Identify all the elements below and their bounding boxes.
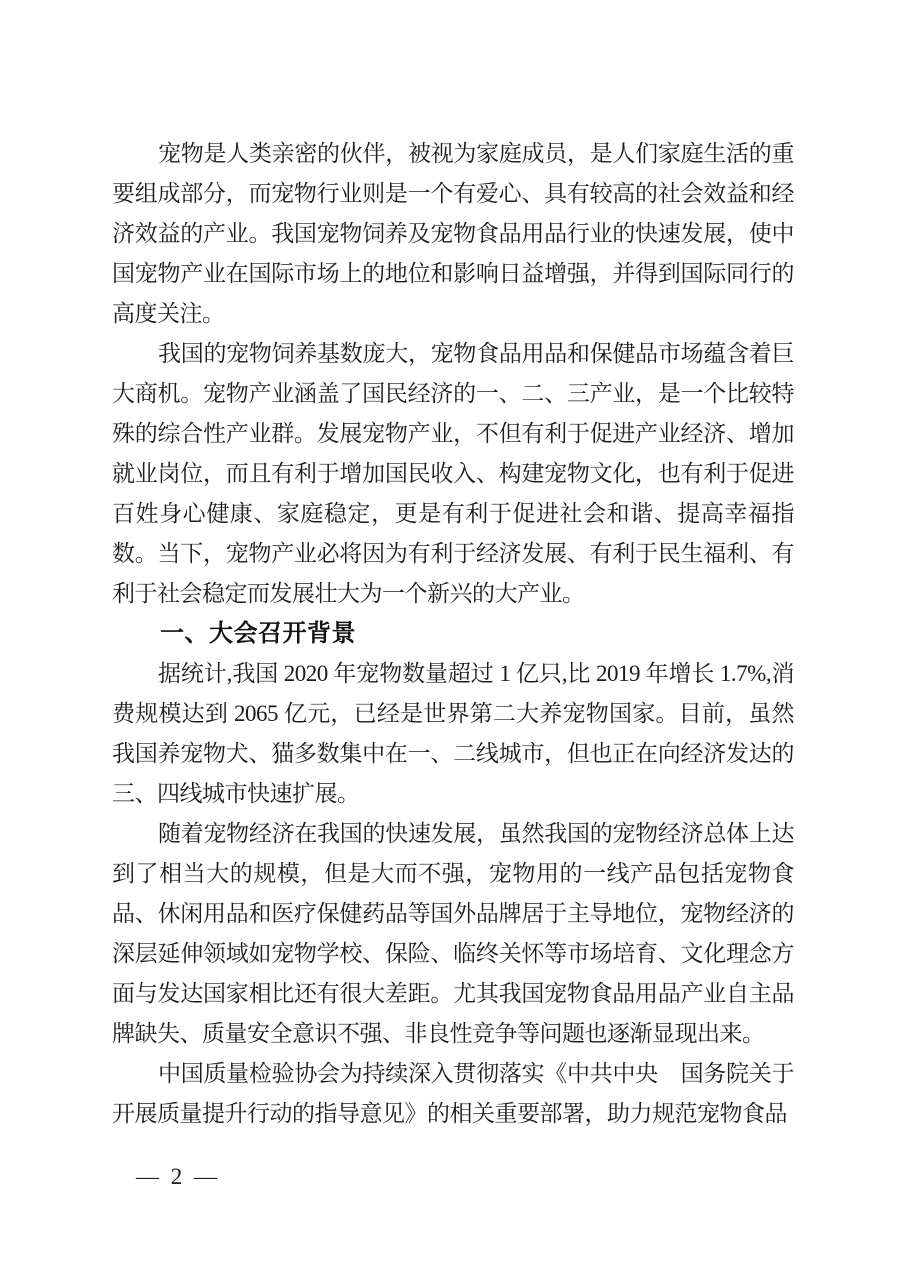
- paragraph-market-gap: 随着宠物经济在我国的快速发展，虽然我国的宠物经济总体上达到了相当大的规模，但是大而不强，宠物用的一线产品包括宠物食品、休闲用品和医疗保健药品等国外品牌居于主导地位，宠物经济的深层延伸领域如宠物学校、保险、临终关怀等市场培育、文化理念方面与发达国家相比还有很大差距。尤其我国宠物食品用品产业自主品牌缺失、质量安全意识不强、非良性竞争等问题也逐渐显现出来。: [112, 821, 794, 1046]
- section-heading-conference-background: 一、大会召开背景: [160, 620, 356, 647]
- document-body: [112, 134, 794, 1134]
- paragraph-association-action: 中国质量检验协会为持续深入贯彻落实《中共中央 国务院关于开展质量提升行动的指导意见》的相关重要部署，助力规范宠物食品: [112, 1061, 794, 1126]
- paragraph-statistics-2020: 据统计,我国 2020 年宠物数量超过 1 亿只,比 2019 年增长 1.7%,消费规模达到 2065 亿元，已经是世界第二大养宠物国家。目前，虽然我国养宠物犬、猫多数集中在一、二线城市，但也正在向经济发达的三、四线城市快速扩展。: [112, 661, 794, 806]
- page-number: — 2 —: [136, 1164, 220, 1189]
- paragraph-industry-scope: 我国的宠物饲养基数庞大，宠物食品用品和保健品市场蕴含着巨大商机。宠物产业涵盖了国民经济的一、二、三产业，是一个比较特殊的综合性产业群。发展宠物产业，不但有利于促进产业经济、增加就业岗位，而且有利于增加国民收入、构建宠物文化，也有利于促进百姓身心健康、家庭稳定，更是有利于促进社会和谐、提高幸福指数。当下，宠物产业必将因为有利于经济发展、有利于民生福利、有利于社会稳定而发展壮大为一个新兴的大产业。: [112, 341, 794, 606]
- paragraph-intro-pets: 宠物是人类亲密的伙伴，被视为家庭成员，是人们家庭生活的重要组成部分，而宠物行业则是一个有爱心、具有较高的社会效益和经济效益的产业。我国宠物饲养及宠物食品用品行业的快速发展，使中国宠物产业在国际市场上的地位和影响日益增强，并得到国际同行的高度关注。: [112, 141, 794, 326]
